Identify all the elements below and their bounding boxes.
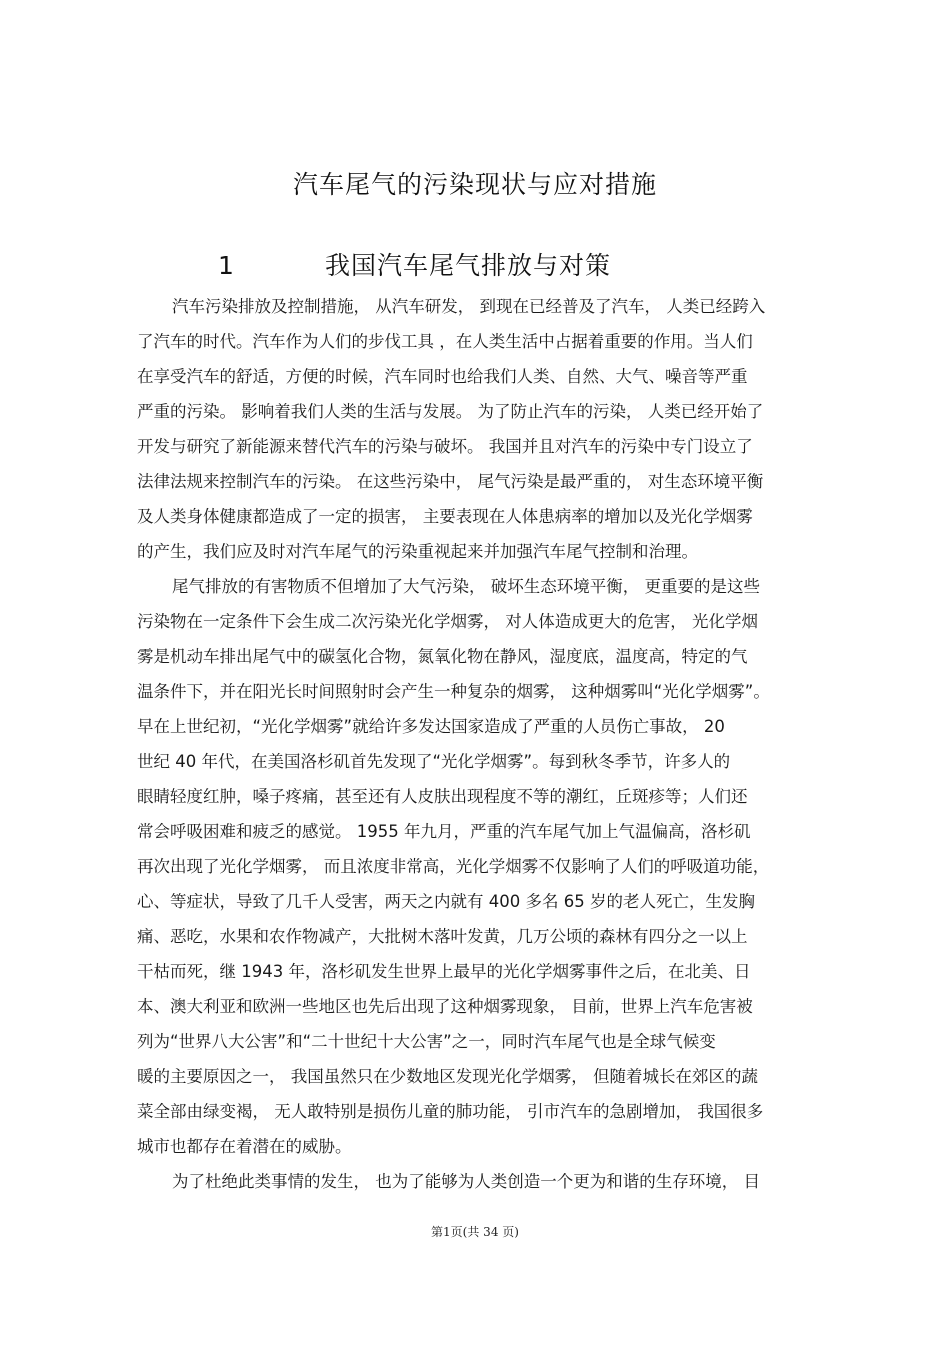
text-line: 严重的污染。 影响着我们人类的生活与发展。 为了防止汽车的污染， 人类已经开始了 — [137, 402, 764, 421]
text-line: 再次出现了光化学烟雾， 而且浓度非常高，光化学烟雾不仅影响了人们的呼吸道功能， — [137, 857, 770, 876]
text-line: 心、等症状，导致了几千人受害，两天之内就有 400 多名 65 岁的老人死亡，生发胸 — [137, 892, 755, 911]
text-line: 开发与研究了新能源来替代汽车的污染与破坏。 我国并且对汽车的污染中专门设立了 — [137, 437, 753, 456]
text-line: 汽车污染排放及控制措施， 从汽车研发， 到现在已经普及了汽车， 人类已经跨入 — [172, 297, 766, 316]
text-line: 暖的主要原因之一， 我国虽然只在少数地区发现光化学烟雾， 但随着城长在郊区的蔬 — [137, 1067, 758, 1086]
page-footer: 第1页(共 34 页) — [431, 1225, 519, 1239]
text-line: 本、澳大利亚和欧洲一些地区也先后出现了这种烟雾现象， 目前，世界上汽车危害被 — [137, 997, 753, 1016]
text-line: 雾是机动车排出尾气中的碳氢化合物，氮氧化物在静风，湿度底，温度高，特定的气 — [137, 647, 748, 666]
text-line: 温条件下，并在阳光长时间照射时会产生一种复杂的烟雾， 这种烟雾叫“光化学烟雾”。 — [137, 682, 770, 701]
text-line: 污染物在一定条件下会生成二次污染光化学烟雾， 对人体造成更大的危害， 光化学烟 — [137, 612, 758, 631]
text-line: 了汽车的时代。汽车作为人们的步伐工具 ，在人类生活中占据着重要的作用。当人们 — [137, 332, 753, 351]
text-line: 常会呼吸困难和疲乏的感觉。 1955 年九月，严重的汽车尾气加上气温偏高，洛杉矶 — [137, 822, 751, 841]
text-line: 世纪 40 年代，在美国洛杉矶首先发现了“光化学烟雾”。每到秋冬季节，许多人的 — [137, 752, 731, 771]
text-line: 眼睛轻度红肿，嗓子疼痛，甚至还有人皮肤出现程度不等的潮红，丘斑疹等；人们还 — [137, 787, 748, 806]
text-line: 早在上世纪初，“光化学烟雾”就给许多发达国家造成了严重的人员伤亡事故， 20 — [137, 717, 725, 736]
text-line: 的产生，我们应及时对汽车尾气的污染重视起来并加强汽车尾气控制和治理。 — [137, 542, 698, 561]
document-title: 汽车尾气的污染现状与应对措施 — [292, 170, 657, 199]
text-line: 菜全部由绿变褐， 无人敢特别是损伤儿童的肺功能， 引市汽车的急剧增加， 我国很多 — [137, 1102, 764, 1121]
section-title: 我国汽车尾气排放与对策 — [325, 251, 612, 280]
text-line: 在享受汽车的舒适，方便的时候，汽车同时也给我们人类、自然、大气、噪音等严重 — [137, 367, 748, 386]
text-line: 干枯而死，继 1943 年，洛杉矶发生世界上最早的光化学烟雾事件之后，在北美、日 — [137, 962, 751, 981]
text-line: 列为“世界八大公害”和“二十世纪十大公害”之一，同时汽车尾气也是全球气候变 — [137, 1032, 716, 1051]
text-line: 为了杜绝此类事情的发生， 也为了能够为人类创造一个更为和谐的生存环境， 目 — [172, 1172, 760, 1191]
text-line: 尾气排放的有害物质不但增加了大气污染， 破坏生态环境平衡， 更重要的是这些 — [172, 577, 760, 596]
text-line: 城市也都存在着潜在的威胁。 — [137, 1137, 352, 1156]
text-line: 痛、恶吃，水果和农作物减产，大批树木落叶发黄，几万公顷的森林有四分之一以上 — [137, 927, 748, 946]
text-line: 及人类身体健康都造成了一定的损害， 主要表现在人体患病率的增加以及光化学烟雾 — [137, 507, 753, 526]
section-number: 1 — [218, 251, 234, 280]
section-heading — [0, 248, 950, 284]
text-line: 法律法规来控制汽车的污染。 在这些污染中， 尾气污染是最严重的， 对生态环境平衡 — [137, 472, 764, 491]
body-text — [137, 289, 837, 1199]
